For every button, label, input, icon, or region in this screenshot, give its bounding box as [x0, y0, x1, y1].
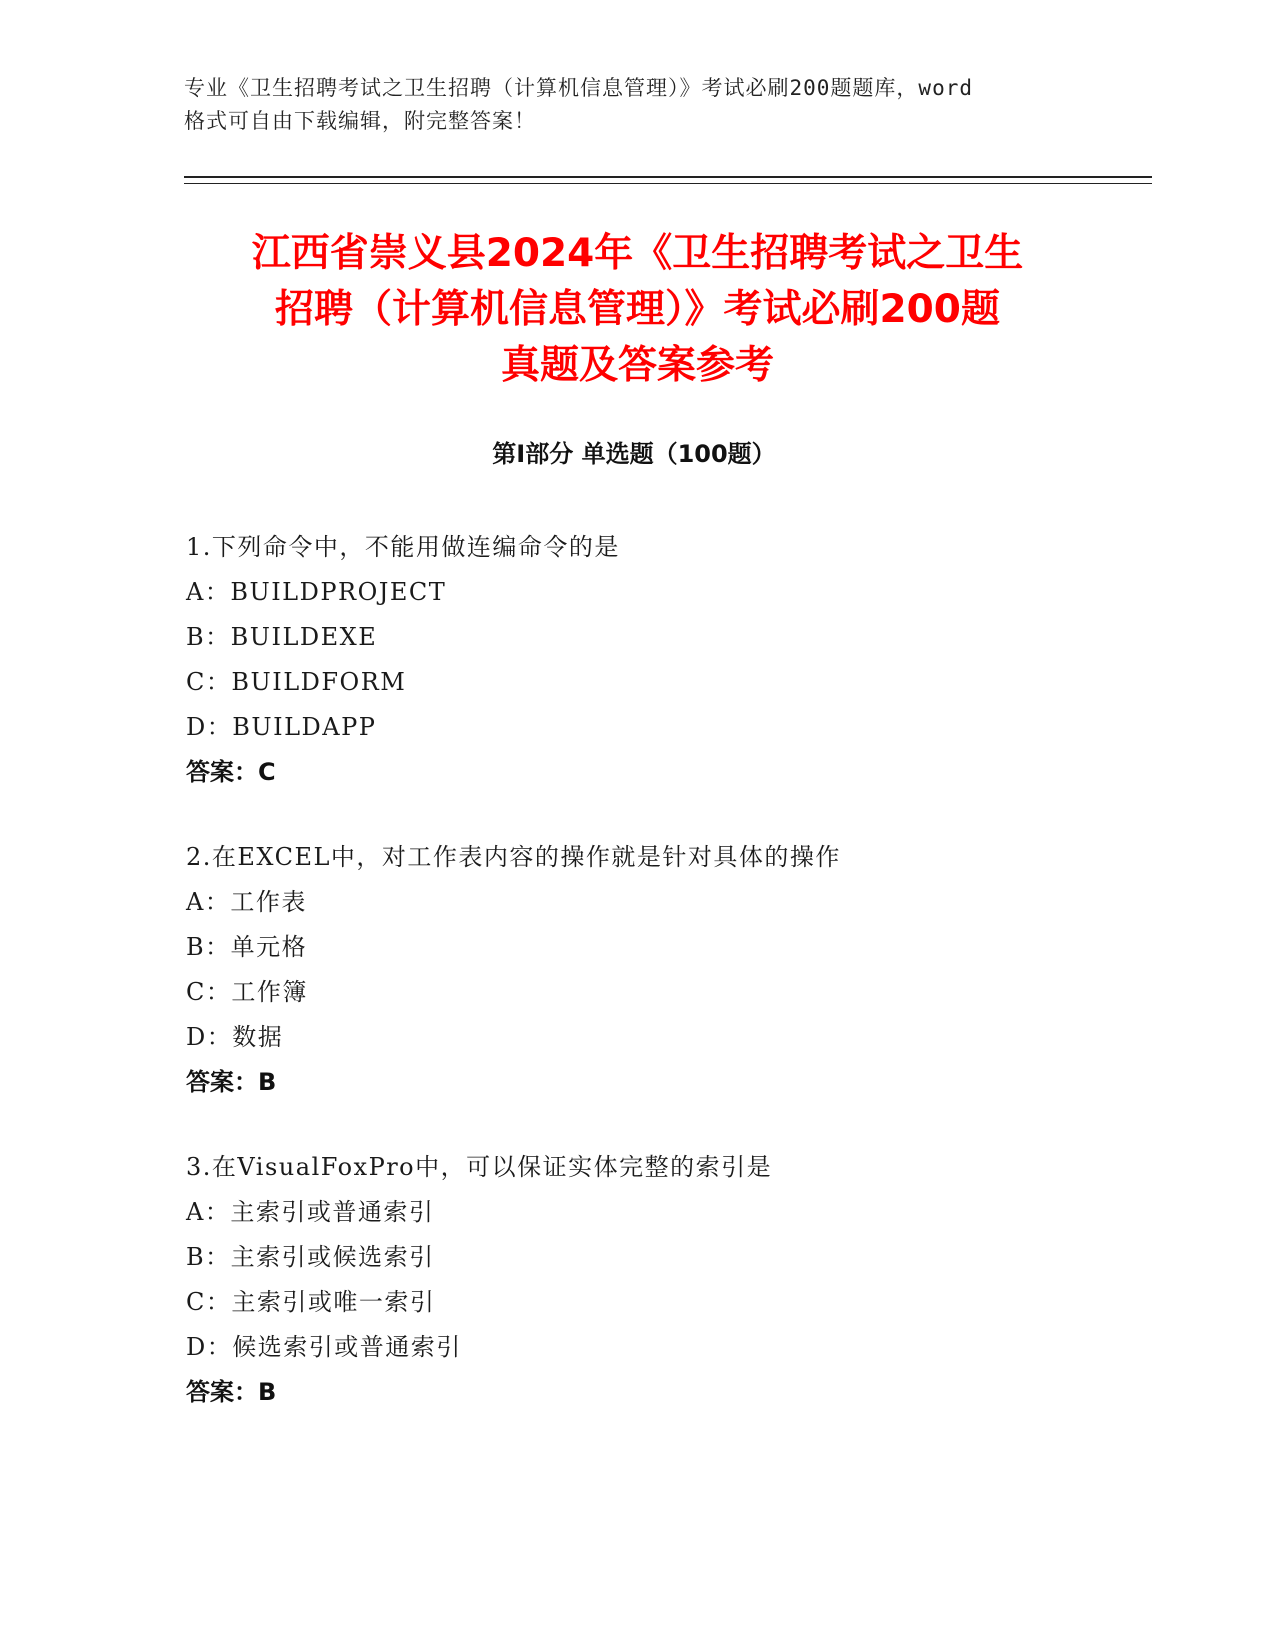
answer: 答案：B — [186, 1378, 277, 1406]
option-d: D：数据 — [186, 1023, 284, 1051]
question-3 — [186, 1145, 1146, 1415]
option-d: D：候选索引或普通索引 — [186, 1333, 462, 1361]
option-c: C：工作簿 — [186, 978, 308, 1006]
option-c: C：主索引或唯一索引 — [186, 1288, 436, 1316]
question-list — [186, 525, 1146, 1455]
document-title — [150, 226, 1125, 394]
section-heading: 第Ⅰ部分 单选题（100题） — [492, 440, 776, 468]
option-b: B：BUILDEXE — [186, 623, 378, 651]
option-b: B：主索引或候选索引 — [186, 1243, 435, 1271]
answer: 答案：C — [186, 758, 276, 786]
header-note-line-2: 格式可自由下载编辑，附完整答案！ — [184, 109, 536, 133]
header-note — [184, 72, 1074, 138]
answer: 答案：B — [186, 1068, 277, 1096]
header-note-line-1: 专业《卫生招聘考试之卫生招聘（计算机信息管理）》考试必刷200题题库，word — [184, 76, 973, 100]
question-stem: 2.在EXCEL中，对工作表内容的操作就是针对具体的操作 — [186, 843, 841, 871]
option-a: A：主索引或普通索引 — [186, 1198, 435, 1226]
option-c: C：BUILDFORM — [186, 668, 407, 696]
question-stem: 1.下列命令中，不能用做连编命令的是 — [186, 533, 620, 561]
question-1 — [186, 525, 1146, 795]
title-line-3: 真题及答案参考 — [500, 343, 774, 388]
question-2 — [186, 835, 1146, 1105]
title-line-2: 招聘（计算机信息管理）》考试必刷200题 — [275, 287, 1000, 332]
option-a: A：BUILDPROJECT — [186, 578, 447, 606]
title-line-1: 江西省崇义县2024年《卫生招聘考试之卫生 — [251, 231, 1024, 276]
option-b: B：单元格 — [186, 933, 308, 961]
option-a: A：工作表 — [186, 888, 307, 916]
option-d: D：BUILDAPP — [186, 713, 377, 741]
question-stem: 3.在VisualFoxPro中，可以保证实体完整的索引是 — [186, 1153, 773, 1181]
header-divider — [184, 176, 1152, 184]
